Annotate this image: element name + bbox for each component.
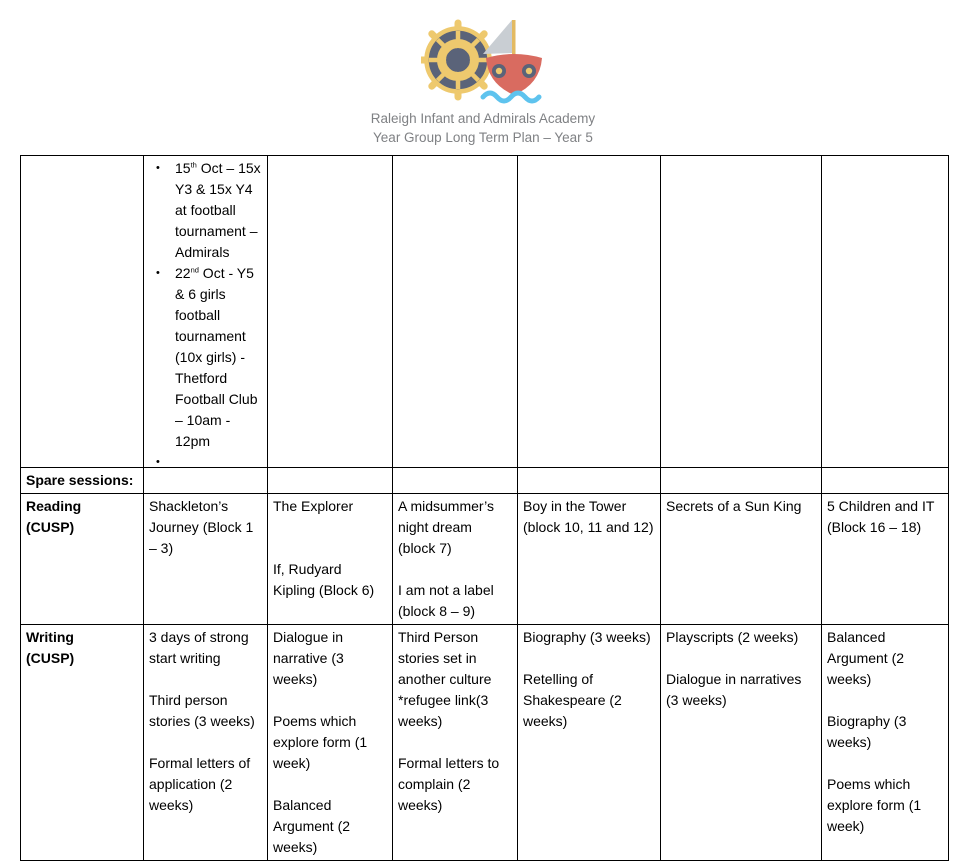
ship-wheel-boat-icon [421,16,546,104]
writing-text: Poems which explore form (1 week) [827,776,922,835]
events-empty-cell-5 [518,156,661,468]
spare-sessions-label: Spare sessions: [21,468,144,494]
spare-sessions-row [21,468,949,494]
event-2-ordinal: nd [190,265,199,275]
school-logo [0,0,966,104]
blank-line [827,753,943,774]
writing-cell-3 [393,625,518,861]
event-2-day: 22 [175,265,191,281]
spare-empty-cell-6 [661,468,822,494]
blank-line [149,732,262,753]
writing-text: Dialogue in narrative (3 weeks) [273,629,344,688]
school-name: Raleigh Infant and Admirals Academy [370,111,596,126]
blank-line [273,517,387,538]
writing-text: Balanced Argument (2 weeks) [827,629,905,688]
blank-line [149,669,262,690]
writing-cell-4 [518,625,661,861]
reading-cell-6 [822,494,949,625]
writing-text: Poems which explore form (1 week) [273,713,368,772]
blank-line [666,648,816,669]
writing-text: Biography (3 weeks) [827,713,907,751]
event-1-text: Oct – 15x Y3 & 15x Y4 at football tournament – Admirals [175,160,261,260]
reading-label-cusp: (CUSP) [26,519,75,536]
reading-row [21,494,949,625]
writing-text: Dialogue in narratives (3 weeks) [666,671,802,709]
event-bullet-2 [149,263,262,452]
reading-text: If, Rudyard Kipling (Block 6) [273,561,375,599]
reading-cell-1 [144,494,268,625]
events-row [21,156,949,468]
writing-text: Playscripts (2 weeks) [666,629,799,646]
events-empty-cell-6 [661,156,822,468]
blank-line [398,732,512,753]
writing-cell-6 [822,625,949,861]
reading-rowhead [21,494,144,625]
writing-text: Formal letters of application (2 weeks) [149,755,251,814]
blank-line [398,559,512,580]
reading-text: Shackleton’s Journey (Block 1 – 3) [149,498,254,557]
reading-text: A midsummer’s night dream (block 7) [398,498,494,557]
writing-text: Third Person stories set in another culture *refugee link(3 weeks) [398,629,492,730]
event-1-ordinal: th [190,160,197,170]
reading-cell-2 [268,494,393,625]
event-bullet-3 [149,452,262,465]
events-empty-cell-4 [393,156,518,468]
writing-rowhead [21,625,144,861]
writing-label: Writing [26,629,74,646]
writing-label-cusp: (CUSP) [26,650,75,667]
events-rowhead-empty [21,156,144,468]
writing-text: 3 days of strong start writing [149,629,249,667]
reading-text: 5 Children and IT (Block 16 – 18) [827,498,935,536]
reading-text: I am not a label (block 8 – 9) [398,582,494,620]
long-term-plan-table [20,155,949,861]
blank-line [273,690,387,711]
spare-empty-cell-5 [518,468,661,494]
writing-row [21,625,949,861]
writing-cell-2 [268,625,393,861]
writing-text: Third person stories (3 weeks) [149,692,255,730]
spare-empty-cell-4 [393,468,518,494]
reading-cell-5 [661,494,822,625]
blank-line [523,648,655,669]
reading-text: Boy in the Tower (block 10, 11 and 12) [523,498,654,536]
writing-cell-1 [144,625,268,861]
document-title-block [0,110,966,147]
plan-title: Year Group Long Term Plan – Year 5 [373,129,593,145]
reading-cell-3 [393,494,518,625]
writing-text: Biography (3 weeks) [523,629,651,646]
event-2-text: Oct - Y5 & 6 girls football tournament (10x girls) - Thetford Football Club – 10am - 12pm [175,265,258,449]
spare-empty-cell-7 [822,468,949,494]
reading-text: Secrets of a Sun King [666,498,802,515]
reading-cell-4 [518,494,661,625]
spare-empty-cell-2 [144,468,268,494]
events-cell [144,156,268,468]
writing-text: Formal letters to complain (2 weeks) [398,755,500,814]
reading-text: The Explorer [273,498,354,515]
reading-label: Reading [26,498,82,515]
events-empty-cell-7 [822,156,949,468]
event-bullet-1 [149,158,262,263]
blank-line [827,690,943,711]
spare-empty-cell-3 [268,468,393,494]
event-1-day: 15 [175,160,191,176]
events-empty-cell-3 [268,156,393,468]
writing-cell-5 [661,625,822,861]
writing-text: Retelling of Shakespeare (2 weeks) [523,671,622,730]
writing-text: Balanced Argument (2 weeks) [273,797,351,856]
blank-line [273,774,387,795]
blank-line [273,538,387,559]
